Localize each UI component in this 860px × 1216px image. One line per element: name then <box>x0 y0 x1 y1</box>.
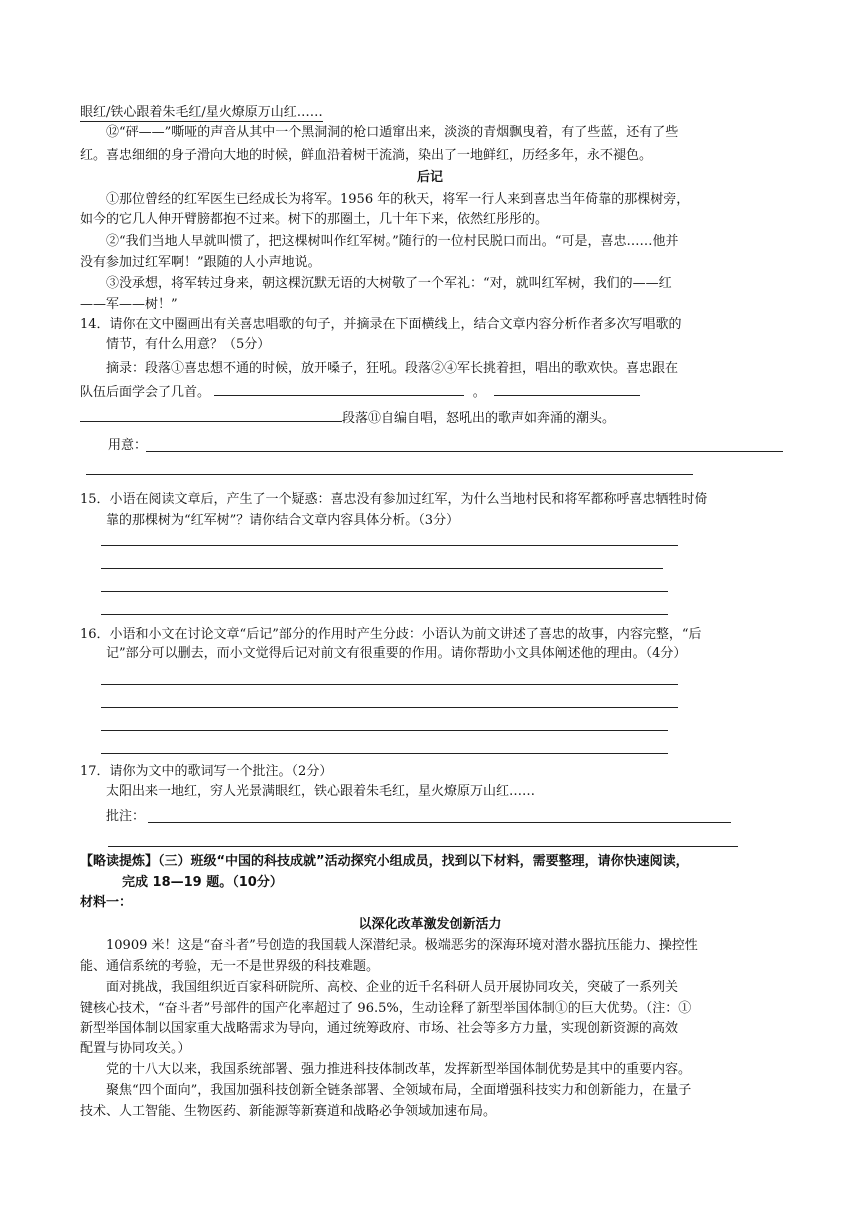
material-title: 以深化改革激发创新活力 <box>358 917 502 932</box>
material-line-3: 面对挑战，我国组织近百家科研院所、高校、企业的近千名科研人员开展协同攻关，突破了一系列关 <box>106 980 679 995</box>
afterword-p2-line1: ②“我们当地人早就叫惯了，把这棵树叫作红军树。”随行的一位村民脱口而出。“可是，喜忠……他并 <box>106 234 679 249</box>
material-label: 材料一： <box>80 895 133 910</box>
section3-heading-line2: 完成 18—19 题。（10分） <box>122 875 283 890</box>
lyric-tail-text: 眼红/铁心跟着朱毛红/星火燎原万山红…… <box>80 105 323 120</box>
q15-answer-line-3[interactable] <box>101 591 668 592</box>
material-line-6: 配置与协同攻关。） <box>80 1041 191 1056</box>
q14-purpose-line-2[interactable] <box>86 474 693 475</box>
lyric-tail <box>80 104 323 122</box>
q14-answer-blank-2[interactable] <box>494 383 640 396</box>
q17-lyric: 太阳出来一地红，穷人光景满眼红，铁心跟着朱毛红，星火燎原万山红…… <box>106 784 536 799</box>
q17-line1: 17．请你为文中的歌词写一个批注。（2分） <box>80 764 333 779</box>
material-line-4: 键核心技术，“奋斗者”号部件的国产化率超过了 96.5%，生动诠释了新型举国体制①的巨大优势。（注：① <box>80 1001 692 1016</box>
afterword-p3-line2: ——军——树！” <box>80 297 178 312</box>
q17-note-line-1[interactable] <box>148 822 731 823</box>
q14-excerpt-line2-text: 队伍后面学会了几首。 <box>80 385 211 400</box>
q15-answer-line-4[interactable] <box>101 614 668 615</box>
afterword-p1-line1: ①那位曾经的红军医生已经成长为将军。1956 年的秋天，将军一行人来到喜忠当年倚靠的那棵树旁， <box>106 192 690 207</box>
material-line-7: 党的十八大以来，我国系统部署、强力推进科技体制改革，发挥新型举国体制优势是其中的重要内容。 <box>106 1062 692 1077</box>
material-line-1: 10909 米！这是“奋斗者”号创造的我国载人深潜纪录。极端恶劣的深海环境对潜水器抗压能力、操控性 <box>106 938 698 953</box>
q15-answer-line-1[interactable] <box>101 545 678 546</box>
q16-line1: 16．小语和小文在讨论文章“后记”部分的作用时产生分歧：小语认为前文讲述了喜忠的故事，内容完整，“后 <box>80 627 702 642</box>
q14-answer-blank-1[interactable] <box>214 383 464 396</box>
afterword-p1-line2: 如今的它几人伸开臂膀都抱不过来。树下的那圈土，几十年下来，依然红彤彤的。 <box>80 212 549 227</box>
q16-answer-line-4[interactable] <box>101 753 668 754</box>
q14-excerpt-line1: 摘录：段落①喜忠想不通的时候，放开嗓子，狂吼。段落②④军长挑着担，唱出的歌欢快。喜忠跟在 <box>106 361 679 376</box>
q17-note-label: 批注： <box>106 809 146 824</box>
afterword-title: 后记 <box>416 170 443 185</box>
q16-answer-line-2[interactable] <box>101 707 678 708</box>
q15-answer-line-2[interactable] <box>101 568 663 569</box>
material-line-5: 新型举国体制以国家重大战略需求为导向，通过统筹政府、市场、社会等多方力量，实现创新资源的高效 <box>80 1021 679 1036</box>
q14-purpose-line-1[interactable] <box>146 451 783 452</box>
q17-note-line-2[interactable] <box>108 846 738 847</box>
section3-heading-line1: 【略读提炼】（三）班级“中国的科技成就”活动探究小组成员，找到以下材料，需要整理，请你快速阅读， <box>80 854 689 869</box>
story-p12-line2: 红。喜忠细细的身子滑向大地的时候，鲜血沿着树干流淌，染出了一地鲜红，历经多年，永不褪色。 <box>80 148 653 163</box>
q16-answer-line-3[interactable] <box>101 730 668 731</box>
material-line-9: 技术、人工智能、生物医药、新能源等新赛道和战略必争领域加速布局。 <box>80 1104 497 1119</box>
q14-excerpt-line3-text: 段落⑪自编自唱，怒吼出的歌声如奔涌的潮头。 <box>342 411 616 426</box>
q16-answer-line-1[interactable] <box>101 684 678 685</box>
afterword-p3-line1: ③没承想，将军转过身来，朝这棵沉默无语的大树敬了一个军礼：“对，就叫红军树，我们的——红 <box>106 276 672 291</box>
q14-line1: 14．请你在文中圈画出有关喜忠唱歌的句子，并摘录在下面横线上，结合文章内容分析作者多次写唱歌的 <box>80 317 682 332</box>
q14-purpose-label: 用意： <box>108 438 148 453</box>
q14-answer-blank-3[interactable] <box>80 409 342 422</box>
q14-line2: 情节，有什么用意？（5分） <box>106 337 271 352</box>
afterword-p2-line2: 没有参加过红军啊！”跟随的人小声地说。 <box>80 255 321 270</box>
q14-excerpt-line3 <box>80 409 615 427</box>
q15-line2: 靠的那棵树为“红军树”？请你结合文章内容具体分析。（3分） <box>106 513 460 528</box>
q14-excerpt-line2 <box>80 383 640 401</box>
material-line-8: 聚焦“四个面向”，我国加强科技创新全链条部署、全领域布局，全面增强科技实力和创新能力，在量子 <box>106 1083 692 1098</box>
q16-line2: 记”部分可以删去，而小文觉得后记对前文有很重要的作用。请你帮助小文具体阐述他的理由。（4分） <box>106 646 687 661</box>
story-p12-line1: ⑫“砰——”嘶哑的声音从其中一个黑洞洞的枪口遁窜出来，淡淡的青烟飘曳着，有了些蓝，还有了些 <box>106 125 679 140</box>
q14-separator: 。 <box>472 385 486 400</box>
q15-line1: 15．小语在阅读文章后，产生了一个疑惑：喜忠没有参加过红军，为什么当地村民和将军都称呼喜忠牺牲时倚 <box>80 492 708 507</box>
material-line-2: 能、通信系统的考验，无一不是世界级的科技难题。 <box>80 959 380 974</box>
